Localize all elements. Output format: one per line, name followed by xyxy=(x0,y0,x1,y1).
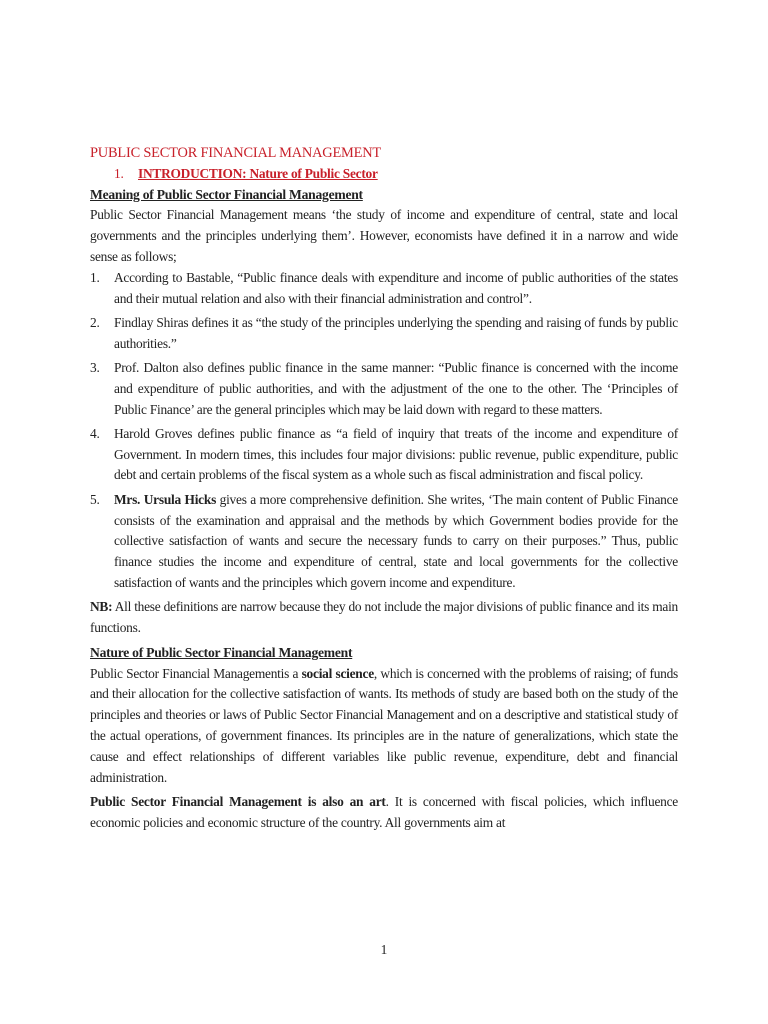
nature-paragraph xyxy=(90,664,678,789)
intro-heading-text: INTRODUCTION: Nature of Public Sector xyxy=(138,165,378,181)
page-number: 1 xyxy=(380,942,388,957)
document-title: PUBLIC SECTOR FINANCIAL MANAGEMENT xyxy=(90,145,382,161)
list-number: 2. xyxy=(90,314,100,330)
art-bold: Public Sector Financial Management is also an art xyxy=(90,794,386,810)
art-paragraph xyxy=(90,792,678,834)
list-item xyxy=(90,313,678,355)
list-text-rest: gives a more comprehensive definition. She writes, ‘The main content of Public Finance consists of the examination and appraisal and the methods by which Government bodies provide for the collective satisfaction of wants and secure the necessary funds to carry on their purposes.” Thus, public finance studies the income and expenditure of central, state and local governments for the collective satisfaction of wants and the principles which govern income and expenditure. xyxy=(114,491,678,590)
meaning-paragraph: Public Sector Financial Management means ‘the study of income and expenditure of central, state and local governments and the principles underlying them’. However, economists have defined it in a narrow and wide sense as follows; xyxy=(90,207,678,264)
meaning-heading: Meaning of Public Sector Financial Management xyxy=(90,186,363,202)
list-number: 5. xyxy=(90,491,100,507)
nb-paragraph xyxy=(90,597,678,639)
list-text xyxy=(114,490,678,594)
list-item xyxy=(90,490,678,594)
list-item xyxy=(90,358,678,420)
list-text: Prof. Dalton also defines public finance in the same manner: “Public finance is concerned with the income and expenditure of public authorities, and with the adjustment of the one to the other. The ‘Principles of Public Finance’ are the general principles which may be laid down with regard to these matters. xyxy=(114,359,678,417)
list-number: 1. xyxy=(90,269,100,285)
list-item xyxy=(90,424,678,486)
nature-bold: social science xyxy=(301,665,374,681)
list-bold-name: Mrs. Ursula Hicks xyxy=(114,491,217,507)
list-text: Findlay Shiras defines it as “the study of the principles underlying the spending and raising of funds by public authorities.” xyxy=(114,314,678,351)
list-text: According to Bastable, “Public finance deals with expenditure and income of public authorities of the states and their mutual relation and also with their financial administration and control”. xyxy=(114,269,678,306)
nature-text-a: Public Sector Financial Managementis a xyxy=(90,665,302,681)
nb-text: All these definitions are narrow because they do not include the major divisions of public finance and its main functions. xyxy=(90,599,678,636)
document-page xyxy=(90,143,678,834)
definitions-list xyxy=(90,268,678,594)
nb-label: NB: xyxy=(90,599,113,615)
list-text: Harold Groves defines public finance as “a field of inquiry that treats of the income and expenditure of Government. In modern times, this includes four major divisions: public revenue, public expenditure, public debt and certain problems of the fiscal system as a whole such as fiscal administration and fiscal policy. xyxy=(114,425,678,483)
nature-heading: Nature of Public Sector Financial Management xyxy=(90,644,353,660)
list-number: 4. xyxy=(90,425,100,441)
intro-number: 1. xyxy=(114,165,124,181)
list-item xyxy=(90,268,678,310)
art-text: . It is concerned with fiscal policies, which influence economic policies and economic structure of the country. All governments aim at xyxy=(90,794,678,831)
intro-heading xyxy=(90,164,678,185)
list-number: 3. xyxy=(90,359,100,375)
nature-text-b: , which is concerned with the problems of raising; of funds and their allocation for the collective satisfaction of wants. Its methods of study are based both on the study of the principles and theories or laws of Public Sector Financial Management and on a descriptive and statistical study of the actual operations, of government finances. Its principles are in the nature of generalizations, which state the cause and effect relationships of different variables like public revenue, expenditure, debt and financial administration. xyxy=(90,665,678,785)
